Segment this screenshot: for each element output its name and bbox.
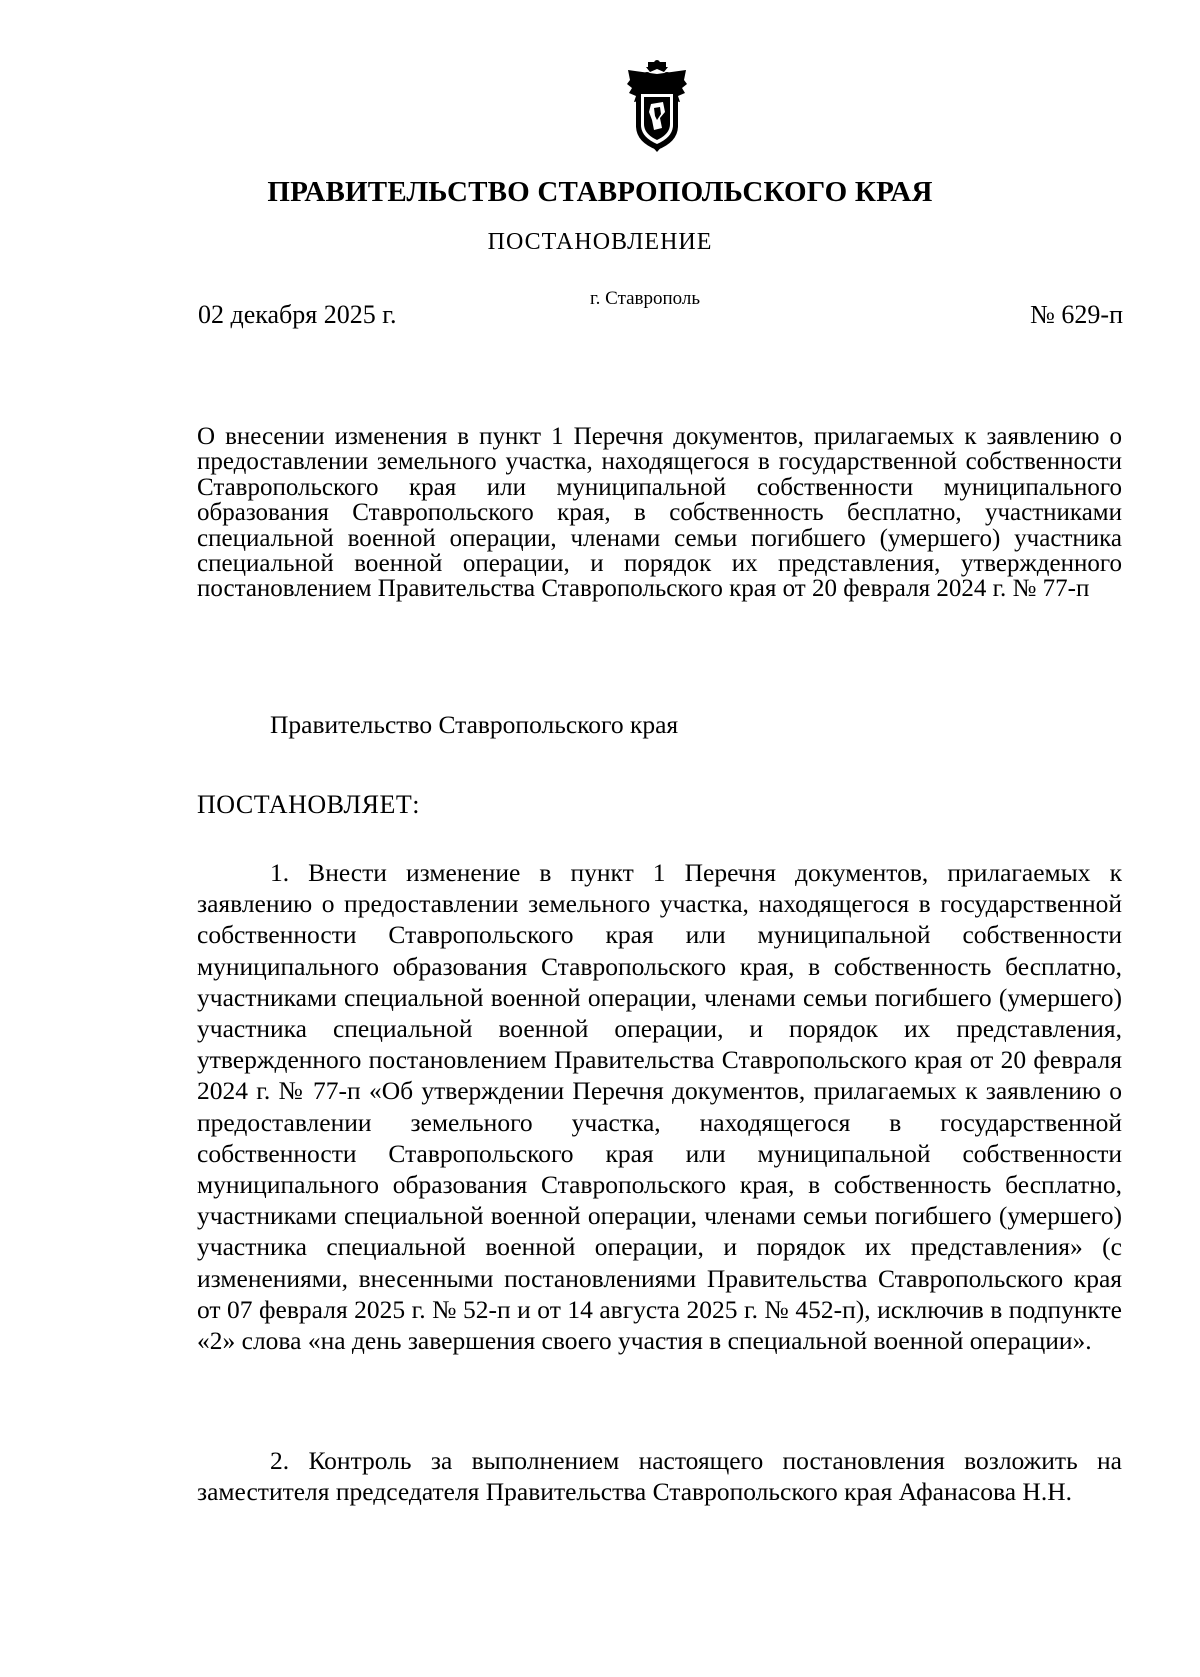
document-city: г. Ставрополь xyxy=(590,288,701,309)
paragraph-1: 1. Внести изменение в пункт 1 Перечня документов, прилагаемых к заявлению о предоставлении земельного участка, находящегося в государственной собственности Ставропольского края или муниципальной собственности муниципального образования Ставропольского края, в собственность бесплатно, участниками специальной военной операции, членами семьи погибшего (умершего) участника специальной военной операции, и порядок их представления, утвержденного постановлением Правительства Ставропольского края от 20 февраля 2024 г. № 77-п «Об утверждении Перечня документов, прилагаемых к заявлению о предоставлении земельного участка, находящегося в государственной собственности Ставропольского края или муниципальной собственности муниципального образования Ставропольского края, в собственность бесплатно, участниками специальной военной операции, членами семьи погибшего (умершего) участника специальной военной операции, и порядок их представления» (с изменениями, внесенными постановлениями Правительства Ставропольского края от 07 февраля 2025 г. № 52-п и от 14 августа 2025 г. № 452-п), исключив в подпункте «2» слова «на день завершения своего участия в специальной военной операции». xyxy=(197,858,1122,1356)
document-number: № 629-п xyxy=(1030,300,1123,329)
paragraph-2: 2. Контроль за выполнением настоящего постановления возложить на заместителя председателя Правительства Ставропольского края Афанасова Н.Н. xyxy=(197,1446,1122,1507)
preamble: Правительство Ставропольского края xyxy=(270,710,679,739)
document-type: ПОСТАНОВЛЕНИЕ xyxy=(487,229,713,255)
resolves-heading: ПОСТАНОВЛЯЕТ: xyxy=(197,790,420,819)
document-subject: О внесении изменения в пункт 1 Перечня документов, прилагаемых к заявлению о предоставлении земельного участка, находящегося в государственной собственности Ставропольского края или муниципальной собственности муниципального образования Ставропольского края, в собственность бесплатно, участниками специальной военной операции, членами семьи погибшего (умершего) участника специальной военной операции, и порядок их представления, утвержденного постановлением Правительства Ставропольского края от 20 февраля 2024 г. № 77-п xyxy=(197,423,1122,603)
document-date: 02 декабря 2025 г. xyxy=(198,300,397,329)
government-title: ПРАВИТЕЛЬСТВО СТАВРОПОЛЬСКОГО КРАЯ xyxy=(267,176,933,208)
stavropol-coat-of-arms-icon xyxy=(624,60,690,152)
